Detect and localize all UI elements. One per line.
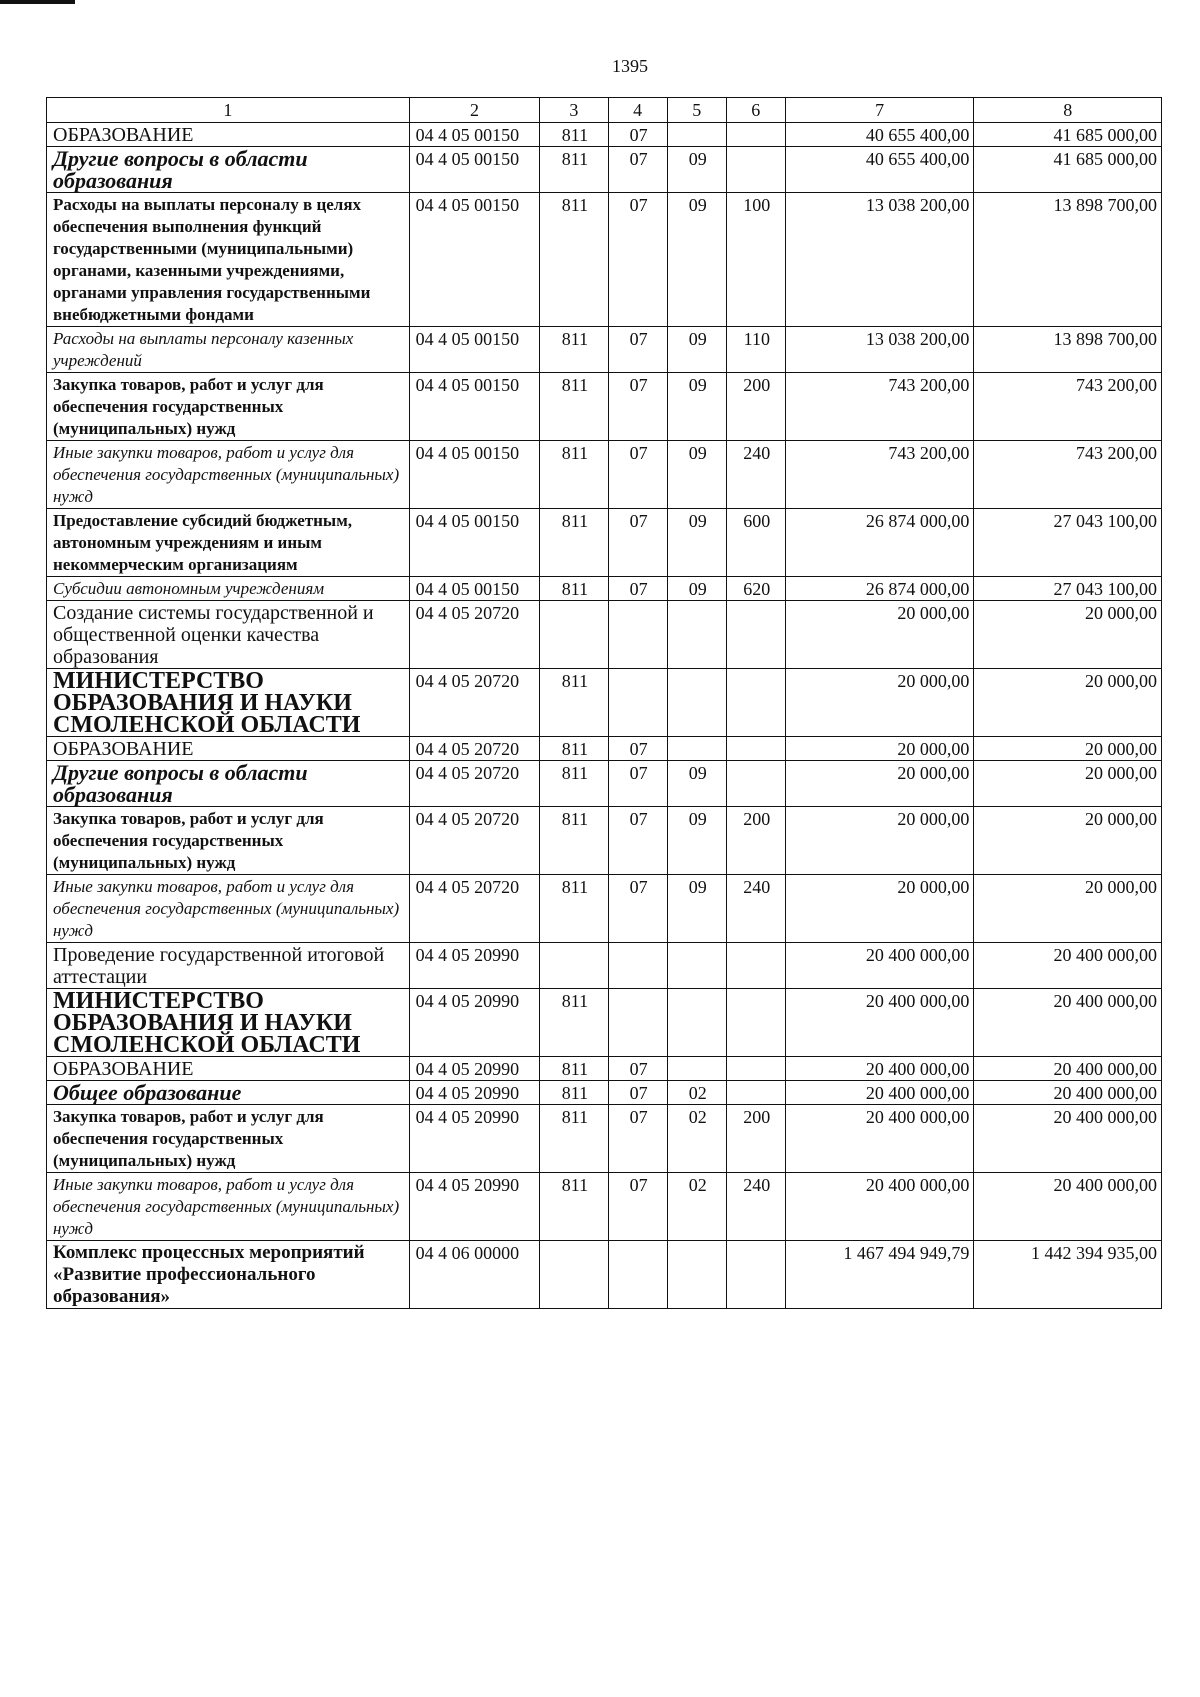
section-code: 07 — [608, 807, 667, 875]
amount-col-7: 20 400 000,00 — [785, 989, 974, 1057]
department-code: 811 — [540, 123, 608, 147]
item-name: Иные закупки товаров, работ и услуг для обеспечения государственных (муниципальных) нужд — [47, 441, 410, 509]
target-article-code: 04 4 05 20990 — [409, 943, 540, 989]
department-code: 811 — [540, 807, 608, 875]
section-code — [608, 601, 667, 669]
amount-col-7: 26 874 000,00 — [785, 577, 974, 601]
target-article-code: 04 4 05 20990 — [409, 1057, 540, 1081]
expense-type-code: 200 — [726, 1105, 785, 1173]
amount-col-8: 743 200,00 — [974, 373, 1162, 441]
expense-type-code — [726, 1057, 785, 1081]
subsection-code: 09 — [667, 441, 726, 509]
expense-type-code — [726, 669, 785, 737]
section-code: 07 — [608, 737, 667, 761]
table-row — [47, 1105, 1162, 1173]
expense-type-code — [726, 761, 785, 807]
item-name: МИНИСТЕРСТВО ОБРАЗОВАНИЯ И НАУКИ СМОЛЕНСКОЙ ОБЛАСТИ — [47, 989, 410, 1057]
item-name: Иные закупки товаров, работ и услуг для обеспечения государственных (муниципальных) нужд — [47, 875, 410, 943]
department-code: 811 — [540, 193, 608, 327]
subsection-code: 02 — [667, 1081, 726, 1105]
section-code — [608, 989, 667, 1057]
expense-type-code — [726, 147, 785, 193]
item-name: ОБРАЗОВАНИЕ — [47, 123, 410, 147]
subsection-code — [667, 1057, 726, 1081]
expense-type-code — [726, 1081, 785, 1105]
department-code: 811 — [540, 509, 608, 577]
table-row — [47, 147, 1162, 193]
amount-col-7: 20 400 000,00 — [785, 943, 974, 989]
subsection-code — [667, 1241, 726, 1309]
item-name: Создание системы государственной и общественной оценки качества образования — [47, 601, 410, 669]
item-name: Расходы на выплаты персоналу в целях обеспечения выполнения функций государственными (муниципальными) органами, казенными учреждениями, органами управления государственными внебюджетными фондами — [47, 193, 410, 327]
expense-type-code: 110 — [726, 327, 785, 373]
section-code: 07 — [608, 147, 667, 193]
expense-type-code: 240 — [726, 875, 785, 943]
department-code: 811 — [540, 147, 608, 193]
department-code: 811 — [540, 761, 608, 807]
department-code — [540, 601, 608, 669]
expense-type-code: 620 — [726, 577, 785, 601]
column-number-row — [47, 98, 1162, 123]
amount-col-8: 20 000,00 — [974, 737, 1162, 761]
table-row — [47, 807, 1162, 875]
amount-col-7: 13 038 200,00 — [785, 327, 974, 373]
column-header: 5 — [667, 98, 726, 123]
amount-col-8: 20 000,00 — [974, 875, 1162, 943]
amount-col-8: 27 043 100,00 — [974, 509, 1162, 577]
department-code — [540, 943, 608, 989]
target-article-code: 04 4 05 20990 — [409, 989, 540, 1057]
table-row — [47, 509, 1162, 577]
subsection-code — [667, 989, 726, 1057]
department-code: 811 — [540, 737, 608, 761]
target-article-code: 04 4 05 20720 — [409, 807, 540, 875]
subsection-code — [667, 123, 726, 147]
item-name: Субсидии автономным учреждениям — [47, 577, 410, 601]
target-article-code: 04 4 05 00150 — [409, 147, 540, 193]
amount-col-7: 20 000,00 — [785, 875, 974, 943]
department-code: 811 — [540, 577, 608, 601]
target-article-code: 04 4 05 00150 — [409, 193, 540, 327]
item-name: МИНИСТЕРСТВО ОБРАЗОВАНИЯ И НАУКИ СМОЛЕНСКОЙ ОБЛАСТИ — [47, 669, 410, 737]
section-code: 07 — [608, 373, 667, 441]
table-body — [47, 123, 1162, 1309]
department-code: 811 — [540, 327, 608, 373]
target-article-code: 04 4 05 00150 — [409, 441, 540, 509]
target-article-code: 04 4 05 00150 — [409, 373, 540, 441]
expense-type-code — [726, 943, 785, 989]
amount-col-8: 20 400 000,00 — [974, 1105, 1162, 1173]
table-row — [47, 989, 1162, 1057]
subsection-code: 02 — [667, 1173, 726, 1241]
page-number: 1395 — [612, 56, 648, 76]
subsection-code — [667, 737, 726, 761]
subsection-code — [667, 943, 726, 989]
item-name: Другие вопросы в области образования — [47, 761, 410, 807]
amount-col-8: 20 000,00 — [974, 669, 1162, 737]
subsection-code: 09 — [667, 373, 726, 441]
department-code — [540, 1241, 608, 1309]
expense-type-code: 600 — [726, 509, 785, 577]
item-name: ОБРАЗОВАНИЕ — [47, 1057, 410, 1081]
amount-col-8: 20 000,00 — [974, 601, 1162, 669]
amount-col-7: 20 000,00 — [785, 601, 974, 669]
expense-type-code: 240 — [726, 441, 785, 509]
department-code: 811 — [540, 989, 608, 1057]
expense-type-code — [726, 123, 785, 147]
amount-col-8: 20 000,00 — [974, 761, 1162, 807]
target-article-code: 04 4 05 20720 — [409, 761, 540, 807]
amount-col-8: 20 400 000,00 — [974, 989, 1162, 1057]
item-name: Иные закупки товаров, работ и услуг для обеспечения государственных (муниципальных) нужд — [47, 1173, 410, 1241]
table-row — [47, 1241, 1162, 1309]
target-article-code: 04 4 05 20990 — [409, 1081, 540, 1105]
table-row — [47, 875, 1162, 943]
item-name: Проведение государственной итоговой аттестации — [47, 943, 410, 989]
department-code: 811 — [540, 875, 608, 943]
expense-type-code: 100 — [726, 193, 785, 327]
table-row — [47, 761, 1162, 807]
table-row — [47, 1057, 1162, 1081]
subsection-code — [667, 669, 726, 737]
target-article-code: 04 4 05 00150 — [409, 577, 540, 601]
table-row — [47, 193, 1162, 327]
item-name: Общее образование — [47, 1081, 410, 1105]
section-code: 07 — [608, 1173, 667, 1241]
amount-col-8: 20 400 000,00 — [974, 1081, 1162, 1105]
section-code: 07 — [608, 509, 667, 577]
item-name: ОБРАЗОВАНИЕ — [47, 737, 410, 761]
amount-col-7: 40 655 400,00 — [785, 147, 974, 193]
amount-col-7: 20 000,00 — [785, 807, 974, 875]
amount-col-7: 20 400 000,00 — [785, 1057, 974, 1081]
table-row — [47, 669, 1162, 737]
section-code: 07 — [608, 441, 667, 509]
expense-type-code — [726, 989, 785, 1057]
target-article-code: 04 4 05 20990 — [409, 1105, 540, 1173]
target-article-code: 04 4 05 00150 — [409, 509, 540, 577]
table-row — [47, 577, 1162, 601]
amount-col-7: 20 000,00 — [785, 737, 974, 761]
subsection-code: 09 — [667, 327, 726, 373]
amount-col-7: 743 200,00 — [785, 441, 974, 509]
amount-col-8: 41 685 000,00 — [974, 123, 1162, 147]
target-article-code: 04 4 05 20720 — [409, 875, 540, 943]
section-code: 07 — [608, 123, 667, 147]
target-article-code: 04 4 05 00150 — [409, 123, 540, 147]
top-rule — [0, 0, 75, 4]
subsection-code: 09 — [667, 807, 726, 875]
target-article-code: 04 4 05 00150 — [409, 327, 540, 373]
amount-col-8: 20 400 000,00 — [974, 943, 1162, 989]
department-code: 811 — [540, 669, 608, 737]
target-article-code: 04 4 05 20720 — [409, 601, 540, 669]
section-code: 07 — [608, 193, 667, 327]
subsection-code — [667, 601, 726, 669]
target-article-code: 04 4 05 20720 — [409, 737, 540, 761]
table-row — [47, 327, 1162, 373]
amount-col-8: 20 000,00 — [974, 807, 1162, 875]
section-code — [608, 943, 667, 989]
expense-type-code: 240 — [726, 1173, 785, 1241]
subsection-code: 09 — [667, 509, 726, 577]
table-row — [47, 737, 1162, 761]
expense-type-code: 200 — [726, 807, 785, 875]
amount-col-7: 20 000,00 — [785, 761, 974, 807]
section-code — [608, 1241, 667, 1309]
table-row — [47, 943, 1162, 989]
department-code: 811 — [540, 1081, 608, 1105]
department-code: 811 — [540, 1057, 608, 1081]
subsection-code: 09 — [667, 147, 726, 193]
section-code — [608, 669, 667, 737]
column-header: 6 — [726, 98, 785, 123]
table-row — [47, 123, 1162, 147]
expense-type-code — [726, 601, 785, 669]
amount-col-8: 13 898 700,00 — [974, 327, 1162, 373]
item-name: Закупка товаров, работ и услуг для обеспечения государственных (муниципальных) нужд — [47, 1105, 410, 1173]
amount-col-7: 40 655 400,00 — [785, 123, 974, 147]
budget-table — [46, 97, 1162, 1309]
section-code: 07 — [608, 1081, 667, 1105]
column-header: 2 — [409, 98, 540, 123]
column-header: 1 — [47, 98, 410, 123]
subsection-code: 09 — [667, 761, 726, 807]
amount-col-7: 20 000,00 — [785, 669, 974, 737]
amount-col-8: 27 043 100,00 — [974, 577, 1162, 601]
table-row — [47, 1173, 1162, 1241]
subsection-code: 02 — [667, 1105, 726, 1173]
subsection-code: 09 — [667, 193, 726, 327]
amount-col-7: 26 874 000,00 — [785, 509, 974, 577]
section-code: 07 — [608, 327, 667, 373]
department-code: 811 — [540, 1173, 608, 1241]
expense-type-code: 200 — [726, 373, 785, 441]
subsection-code: 09 — [667, 875, 726, 943]
table-row — [47, 373, 1162, 441]
column-header: 7 — [785, 98, 974, 123]
section-code: 07 — [608, 761, 667, 807]
item-name: Предоставление субсидий бюджетным, автономным учреждениям и иным некоммерческим организациям — [47, 509, 410, 577]
department-code: 811 — [540, 441, 608, 509]
table-row — [47, 1081, 1162, 1105]
amount-col-7: 743 200,00 — [785, 373, 974, 441]
department-code: 811 — [540, 373, 608, 441]
column-header: 4 — [608, 98, 667, 123]
amount-col-7: 1 467 494 949,79 — [785, 1241, 974, 1309]
item-name: Расходы на выплаты персоналу казенных учреждений — [47, 327, 410, 373]
amount-col-8: 743 200,00 — [974, 441, 1162, 509]
table-row — [47, 601, 1162, 669]
expense-type-code — [726, 1241, 785, 1309]
amount-col-7: 20 400 000,00 — [785, 1173, 974, 1241]
amount-col-7: 20 400 000,00 — [785, 1081, 974, 1105]
target-article-code: 04 4 05 20720 — [409, 669, 540, 737]
amount-col-8: 13 898 700,00 — [974, 193, 1162, 327]
target-article-code: 04 4 05 20990 — [409, 1173, 540, 1241]
item-name: Комплекс процессных мероприятий «Развитие профессионального образования» — [47, 1241, 410, 1309]
column-header: 3 — [540, 98, 608, 123]
subsection-code: 09 — [667, 577, 726, 601]
column-header: 8 — [974, 98, 1162, 123]
target-article-code: 04 4 06 00000 — [409, 1241, 540, 1309]
section-code: 07 — [608, 577, 667, 601]
section-code: 07 — [608, 875, 667, 943]
amount-col-7: 20 400 000,00 — [785, 1105, 974, 1173]
amount-col-8: 20 400 000,00 — [974, 1057, 1162, 1081]
department-code: 811 — [540, 1105, 608, 1173]
table-row — [47, 441, 1162, 509]
item-name: Закупка товаров, работ и услуг для обеспечения государственных (муниципальных) нужд — [47, 807, 410, 875]
amount-col-8: 1 442 394 935,00 — [974, 1241, 1162, 1309]
amount-col-8: 41 685 000,00 — [974, 147, 1162, 193]
expense-type-code — [726, 737, 785, 761]
amount-col-7: 13 038 200,00 — [785, 193, 974, 327]
item-name: Закупка товаров, работ и услуг для обеспечения государственных (муниципальных) нужд — [47, 373, 410, 441]
amount-col-8: 20 400 000,00 — [974, 1173, 1162, 1241]
item-name: Другие вопросы в области образования — [47, 147, 410, 193]
section-code: 07 — [608, 1057, 667, 1081]
section-code: 07 — [608, 1105, 667, 1173]
